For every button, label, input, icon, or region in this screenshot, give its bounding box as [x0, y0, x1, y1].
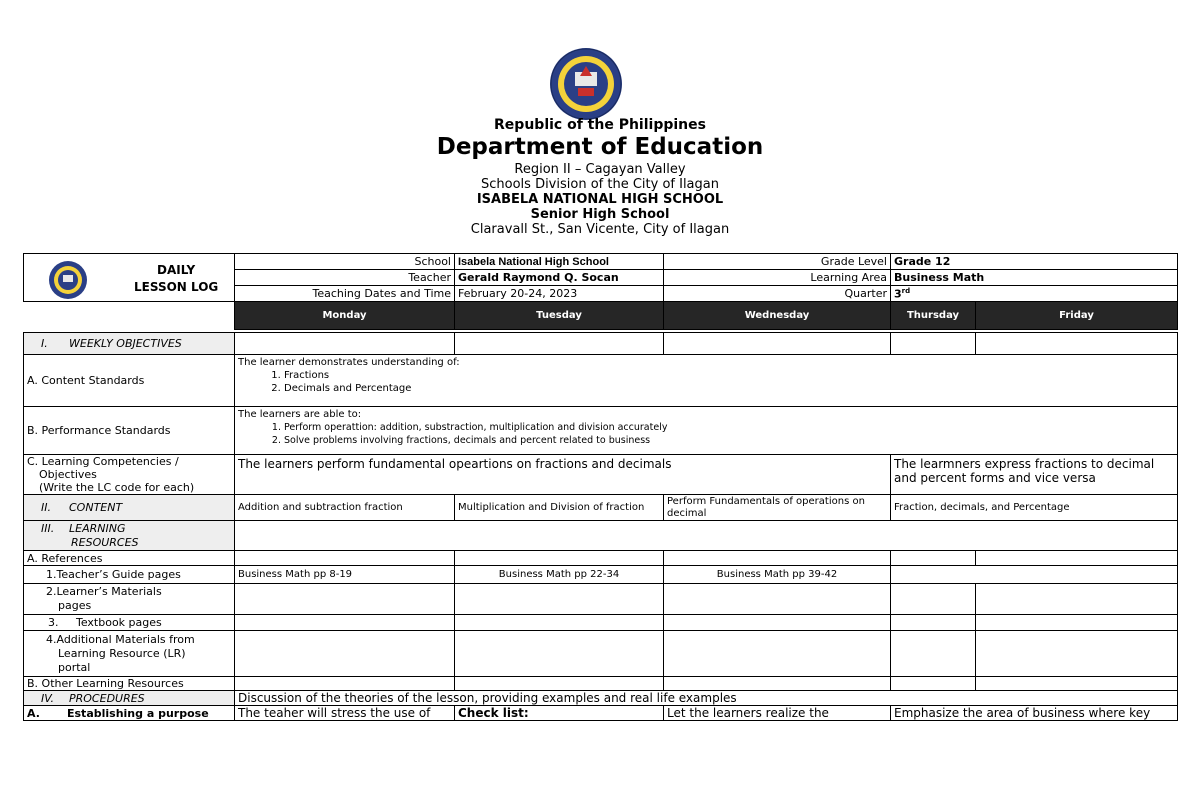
tg-wednesday: Business Math pp 39-42	[664, 566, 891, 584]
references-label: A. References	[24, 551, 235, 566]
textbook-pages-label: 3. Textbook pages	[24, 615, 235, 631]
competencies-mon-wed: The learners perform fundamental opeartions on fractions and decimals	[235, 455, 891, 495]
list-item: 2. Decimals and Percentage	[284, 383, 1174, 394]
day-monday: Monday	[235, 302, 455, 330]
quarter-label: Quarter	[664, 286, 891, 302]
school-name: ISABELA NATIONAL HIGH SCHOOL	[476, 192, 724, 207]
establishing-purpose-label: A. Establishing a purpose	[24, 706, 235, 721]
content-standards-cell	[235, 355, 1178, 407]
day-thursday: Thursday	[891, 302, 976, 330]
republic-title: Republic of the Philippines	[494, 117, 706, 133]
purpose-wednesday: Let the learners realize the	[664, 706, 891, 721]
tg-monday: Business Math pp 8-19	[235, 566, 455, 584]
purpose-thu-fri: Emphasize the area of business where key	[891, 706, 1178, 721]
quarter-value: 3rd	[891, 286, 1178, 302]
region-line: Region II – Cagayan Valley	[514, 162, 686, 177]
division-line: Schools Division of the City of Ilagan	[481, 177, 719, 192]
list-item: 2. Solve problems involving fractions, decimals and percent related to business	[284, 435, 1174, 446]
dll-title-line2: LESSON LOG	[134, 280, 219, 294]
weekly-objectives-label: I. WEEKLY OBJECTIVES	[24, 333, 235, 355]
learning-area-label: Learning Area	[664, 270, 891, 286]
learning-area-value: Business Math	[891, 270, 1178, 286]
deped-seal-small-icon	[48, 260, 88, 300]
tg-tuesday: Business Math pp 22-34	[455, 566, 664, 584]
day-wednesday: Wednesday	[664, 302, 891, 330]
content-standards-lead: The learner demonstrates understanding of:	[238, 357, 460, 368]
additional-materials-label: 4.Additional Materials from Learning Resource (LR) portal	[24, 631, 235, 677]
grade-level-value: Grade 12	[891, 254, 1178, 270]
content-label: II. CONTENT	[24, 495, 235, 521]
dll-title-line1: DAILY	[157, 263, 196, 277]
content-wednesday: Perform Fundamentals of operations on decimal	[664, 495, 891, 521]
teachers-guide-label: 1.Teacher’s Guide pages	[24, 566, 235, 584]
procedures-text: Discussion of the theories of the lesson, providing examples and real life examples	[235, 691, 1178, 706]
school-value: Isabela National High School	[455, 254, 664, 270]
content-tuesday: Multiplication and Division of fraction	[455, 495, 664, 521]
purpose-monday: The teaher will stress the use of	[235, 706, 455, 721]
grade-level-label: Grade Level	[664, 254, 891, 270]
department-title: Department of Education	[436, 134, 764, 160]
address-line: Claravall St., San Vicente, City of Ilagan	[470, 222, 730, 237]
learning-competencies-label: C. Learning Competencies / Objectives (Write the LC code for each)	[24, 455, 235, 495]
teaching-dates-label: Teaching Dates and Time	[235, 286, 455, 302]
teacher-label: Teacher	[235, 270, 455, 286]
school-label: School	[235, 254, 455, 270]
content-standards-label: A. Content Standards	[24, 355, 235, 407]
program-line: Senior High School	[530, 207, 670, 222]
performance-standards-lead: The learners are able to:	[238, 409, 362, 420]
performance-standards-label: B. Performance Standards	[24, 407, 235, 455]
list-item: 1. Fractions	[284, 370, 1174, 381]
content-monday: Addition and subtraction fraction	[235, 495, 455, 521]
deped-seal-icon	[548, 46, 624, 122]
blank-corner	[24, 302, 235, 330]
teacher-value: Gerald Raymond Q. Socan	[455, 270, 664, 286]
dll-title-cell	[24, 254, 235, 302]
learners-materials-label: 2.Learner’s Materials pages	[24, 584, 235, 615]
list-item: 1. Perform operattion: addition, substraction, multiplication and division accurately	[284, 422, 1174, 433]
content-thu-fri: Fraction, decimals, and Percentage	[891, 495, 1178, 521]
teaching-dates-value: February 20-24, 2023	[455, 286, 664, 302]
competencies-thu-fri: The learmners express fractions to decimal and percent forms and vice versa	[891, 455, 1178, 495]
learning-resources-label: III. LEARNING RESOURCES	[24, 521, 235, 551]
daily-lesson-log-table	[23, 253, 1178, 721]
performance-standards-cell	[235, 407, 1178, 455]
day-tuesday: Tuesday	[455, 302, 664, 330]
purpose-tuesday: Check list:	[455, 706, 664, 721]
other-resources-label: B. Other Learning Resources	[24, 677, 235, 691]
day-friday: Friday	[976, 302, 1178, 330]
procedures-label: IV. PROCEDURES	[24, 691, 235, 706]
